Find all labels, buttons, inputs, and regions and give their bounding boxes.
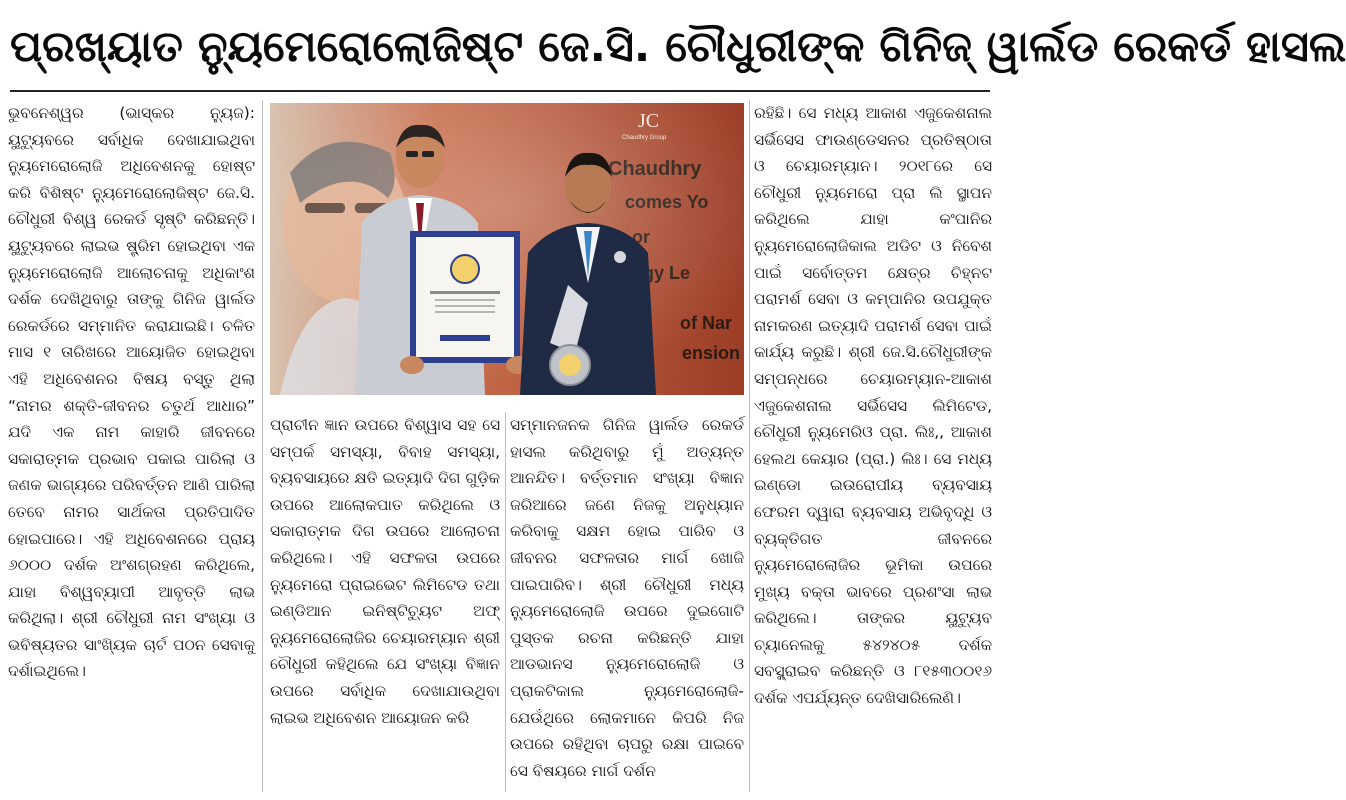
article-column-2 — [270, 412, 500, 792]
article-column-4 — [754, 100, 992, 792]
article-column-1 — [8, 100, 255, 792]
article-paragraph: ରହିଛି। ସେ ମଧ୍ୟ ଆକାଶ ଏଜୁକେଶନାଲ ସର୍ଭିସେସ ଫାଉଣ୍ଡେସନର ପ୍ରତିଷ୍ଠାତା ଓ ଚେୟାରମ୍ୟାନ। ୨୦୧୮ରେ ସେ ଚୌଧୁରୀ ନ୍ୟୁମେରୋ ପ୍ରା ଲି ସ୍ଥାପନ କରିଥିଲେ ଯାହା କଂପାନିର ନ୍ୟୁମେରୋଲୋଜିକାଲ ଅଡିଟ ଓ ନିବେଶ ପାଇଁ ସର୍ବୋତ୍ତମ କ୍ଷେତ୍ର ଚିହ୍ନଟ ପରାମର୍ଶ ସେବା ଓ କମ୍ପାନିର ଉପଯୁକ୍ତ ନାମକରଣ ଇତ୍ୟାଦି ପରାମର୍ଶ ସେବା ପାଇଁ କାର୍ଯ୍ୟ କରୁଛି। ଶ୍ରୀ ଜେ.ସି.ଚୌଧୁରୀଙ୍କ ସମ୍ପନ୍ଧରେ ଚେୟାରମ୍ୟାନ-ଆକାଶ ଏଜୁକେଶନାଲ ସର୍ଭିସେସ ଲିମିଟେଡ, ଚୌଧୁରୀ ନ୍ୟୁମେରିଓ ପ୍ରା. ଲିଃ,, ଆକାଶ ହେଲଥ କେୟାର (ପ୍ରା.) ଲିଃ। ସେ ମଧ୍ୟ ଇଣ୍ଡୋ ଇଉରୋପୀୟ ବ୍ୟବସାୟ ଫେରମ ଦ୍ୱାରା ବ୍ୟବସାୟ ଅଭିବୃଦ୍ଧି ଓ ବ୍ୟକ୍ତିଗତ ଜୀବନରେ ନ୍ୟୁମେରୋଲୋଜିର ଭୂମିକା ଉପରେ ମୁଖ୍ୟ ବକ୍ତା ଭାବରେ ପ୍ରଶଂସା ଲାଭ କରିଥିଲେ। ତାଙ୍କର ୟୁଟ୍ୟୁବ ଚ୍ୟାନେଲକୁ ୫୪୨୪୦୫ ଦର୍ଶକ ସବସ୍କ୍ରାଇବ କରିଛନ୍ତି ଓ ୮୧୫୩୦୦୧୬ ଦର୍ଶକ ଏପର୍ଯ୍ୟନ୍ତ ଦେଖିସାରିଲେଣି। — [754, 104, 992, 708]
article-paragraph: ପ୍ରାଚୀନ ଜ୍ଞାନ ଉପରେ ବିଶ୍ୱାସ ସହ ସେ ସମ୍ପର୍କ ସମସ୍ୟା, ବିବାହ ସମସ୍ୟା, ବ୍ୟବସାୟରେ କ୍ଷତି ଇତ୍ୟାଦି ଦିଗ ଗୁଡ଼ିକ ଉପରେ ଆଲୋକପାତ କରିଥିଲେ ଓ ସକାରାତ୍ମକ ଦିଗ ଉପରେ ଆଲୋଚନା କରିଥିଲେ। ଏହି ସଫଳତା ଉପରେ ନ୍ୟୁମେରୋ ପ୍ରାଇଭେଟ ଲିମିଟେଡ ତଥା ଇଣ୍ଡିଆନ ଇନିଷ୍ଟିଚ୍ୟୁଟ ଅଫ୍ ନ୍ୟୁମେରୋଲୋଜିର ଚେୟାରମ୍ୟାନ ଶ୍ରୀ ଚୌଧୁରୀ କହିଥିଲେ ଯେ ସଂଖ୍ୟା ବିଜ୍ଞାନ ଉପରେ ସର୍ବାଧିକ ଦେଖାଯାଉଥିବା ଲାଇଭ ଅଧିବେଶନ ଆୟୋଜନ କରି — [270, 416, 500, 727]
column-divider — [262, 100, 263, 792]
headline: ପ୍ରଖ୍ୟାତ ନ୍ୟୁମେରୋଲୋଜିଷ୍ଟ ଜେ.ସି. ଚୌଧୁରୀଙ୍କ ଗିନିଜ୍ ୱାର୍ଲଡ ରେକର୍ଡ ହାସଲ — [10, 22, 1346, 72]
news-photo — [270, 103, 744, 395]
article-paragraph: ସମ୍ମାନଜନକ ଗିନିଜ ୱାର୍ଲଡ ରେକର୍ଡ ହାସଲ କରିଥିବାରୁ ମୁଁ ଅତ୍ୟନ୍ତ ଆନନ୍ଦିତ। ବର୍ତ୍ତମାନ ସଂଖ୍ୟା ବିଜ୍ଞାନ ଜରିଆରେ ଜଣେ ନିଜକୁ ଅନୁଧ୍ୟାନ କରିବାକୁ ସକ୍ଷମ ହୋଇ ପାରିବ ଓ ଜୀବନର ସଫଳତାର ମାର୍ଗ ଖୋଜି ପାଇପାରିବ। ଶ୍ରୀ ଚୌଧୁରୀ ମଧ୍ୟ ନ୍ୟୁମେରୋଲୋଜି ଉପରେ ଦୁଇଗୋଟି ପୁସ୍ତକ ରଚନା କରିଛନ୍ତି ଯାହା ଆଡଭାନସ ନ୍ୟୁମେରୋଲୋଜି ଓ ପ୍ରାକଟିକାଲ ନ୍ୟୁମେରୋଲୋଜି- ଯେଉଁଥିରେ ଲୋକମାନେ କିପରି ନିଜ ଉପରେ ରହିଥିବା ଚାପରୁ ରକ୍ଷା ପାଇବେ ସେ ବିଷୟରେ ମାର୍ଗ ଦର୍ଶନ — [510, 416, 744, 780]
guinness-certificate — [400, 231, 530, 374]
column-divider — [749, 100, 750, 792]
headline-rule — [10, 90, 990, 92]
column-divider — [505, 412, 506, 792]
article-paragraph: ଭୁବନେଶ୍ୱର (ଭାସ୍କର ନ୍ୟୁଜ): ୟୁଟ୍ୟୁବରେ ସର୍ବାଧିକ ଦେଖାଯାଇଥିବା ନ୍ୟୁମେରୋଲୋଜି ଅଧିବେଶନକୁ ହୋଷ୍ଟ କରି ବିଶିଷ୍ଟ ନ୍ୟୁମେରୋଲୋଜିଷ୍ଟ ଜେ.ସି. ଚୌଧୁରୀ ବିଶ୍ୱ ରେକର୍ଡ ସୃଷ୍ଟି କରିଛନ୍ତି। ୟୁଟ୍ୟୁବରେ ଲାଇଭ ଷ୍ଟ୍ରିମ ହୋଇଥିବା ଏକ ନ୍ୟୁମେରୋଲୋଜି ଆଲୋଚନାକୁ ଅଧିକାଂଶ ଦର୍ଶକ ଦେଖିଥିବାରୁ ତାଙ୍କୁ ଗିନିଜ ୱାର୍ଲଡ ରେକର୍ଡରେ ସମ୍ମାନିତ କରାଯାଇଛି। ଚଳିତ ମାସ ୧ ତାରିଖରେ ଆୟୋଜିତ ହୋଇଥିବା ଏହି ଅଧିବେଶନର ବିଷୟ ବସ୍ତୁ ଥିଲା “ନାମର ଶକ୍ତି-ଜୀବନର ଚତୁର୍ଥ ଆଧାର” ଯଦି ଏକ ନାମ କାହାରି ଜୀବନରେ ସକାରାତ୍ମକ ପ୍ରଭାବ ପକାଇ ପାରିଲା ଓ ଜଣକ ଭାଗ୍ୟରେ ପରିବର୍ତ୍ତନ ଆଣି ପାରିଲା ତେବେ ନାମର ସାର୍ଥକତା ପ୍ରତିପାଦିତ ହୋଇପାରେ। ଏହି ଅଧିବେଶନରେ ପ୍ରାୟ ୬୦୦୦ ଦର୍ଶକ ଅଂଶଗ୍ରହଣ କରିଥିଲେ, ଯାହା ବିଶ୍ୱବ୍ୟାପୀ ଆବୃତ୍ତି ଲାଭ କରିଥିଲା। ଶ୍ରୀ ଚୌଧୁରୀ ନାମ ସଂଖ୍ୟା ଓ ଭବିଷ୍ୟତର ସାଂଖ୍ୟିକ ଚାର୍ଟ ପଠନ ସେବାକୁ ଦର୍ଶାଇଥିଲେ। — [8, 104, 255, 681]
article-column-3 — [510, 412, 744, 792]
